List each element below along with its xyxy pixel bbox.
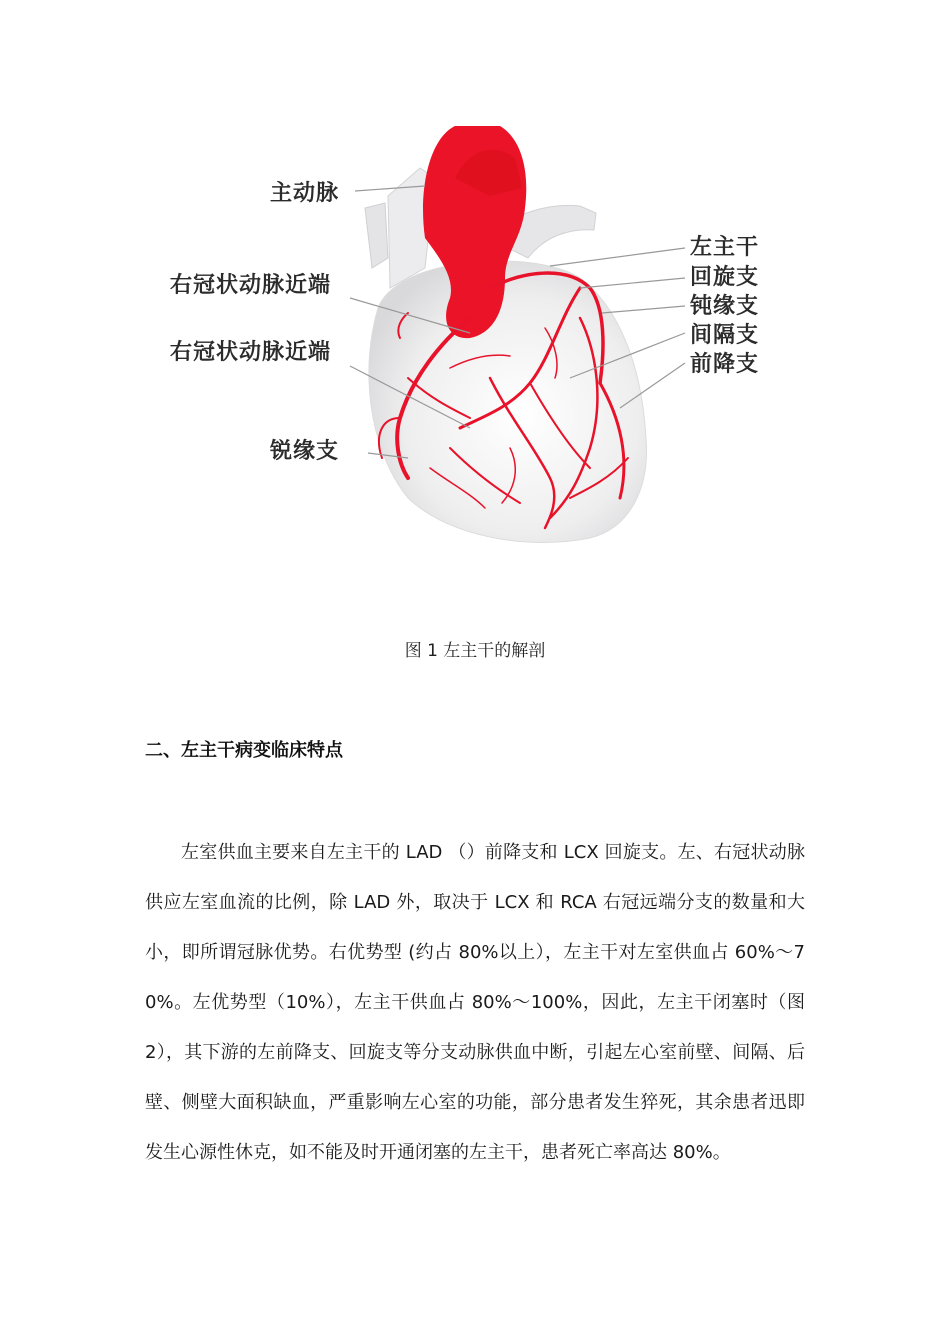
label-left-main: 左主干 <box>690 234 760 260</box>
label-rca-proximal-2: 右冠状动脉近端 <box>170 339 332 365</box>
label-rca-proximal-1: 右冠状动脉近端 <box>170 272 332 298</box>
label-septal: 间隔支 <box>690 322 760 348</box>
heart-anatomy-figure <box>150 118 810 558</box>
section-heading: 二、左主干病变临床特点 <box>145 740 343 761</box>
ivc-left <box>365 203 388 268</box>
body-paragraph: 左室供血主要来自左主干的 LAD （）前降支和 LCX 回旋支。左、右冠状动脉供应左室血流的比例，除 LAD 外，取决于 LCX 和 RCA 右冠远端分支的数量和大小，即所谓冠脉优势。右优势型 (约占 80%以上），左主干对左室供血占 60%～70%。左优势型（10%），左主干供血占 80%～100%，因此，左主干闭塞时（图 2），其下游的左前降支、回旋支等分支动脉供血中断，引起左心室前壁、间隔、后壁、侧壁大面积缺血，严重影响左心室的功能，部分患者发生猝死，其余患者迅即发生心源性休克，如不能及时开通闭塞的左主干，患者死亡率高达 80%。 <box>145 842 805 1163</box>
label-acute-marginal: 锐缘支 <box>270 438 340 464</box>
label-lad: 前降支 <box>690 351 760 377</box>
label-obtuse-marginal: 钝缘支 <box>690 293 760 319</box>
figure-caption: 图 1 左主干的解剖 <box>404 641 546 661</box>
label-aorta: 主动脉 <box>270 180 340 206</box>
label-circumflex: 回旋支 <box>690 264 760 290</box>
